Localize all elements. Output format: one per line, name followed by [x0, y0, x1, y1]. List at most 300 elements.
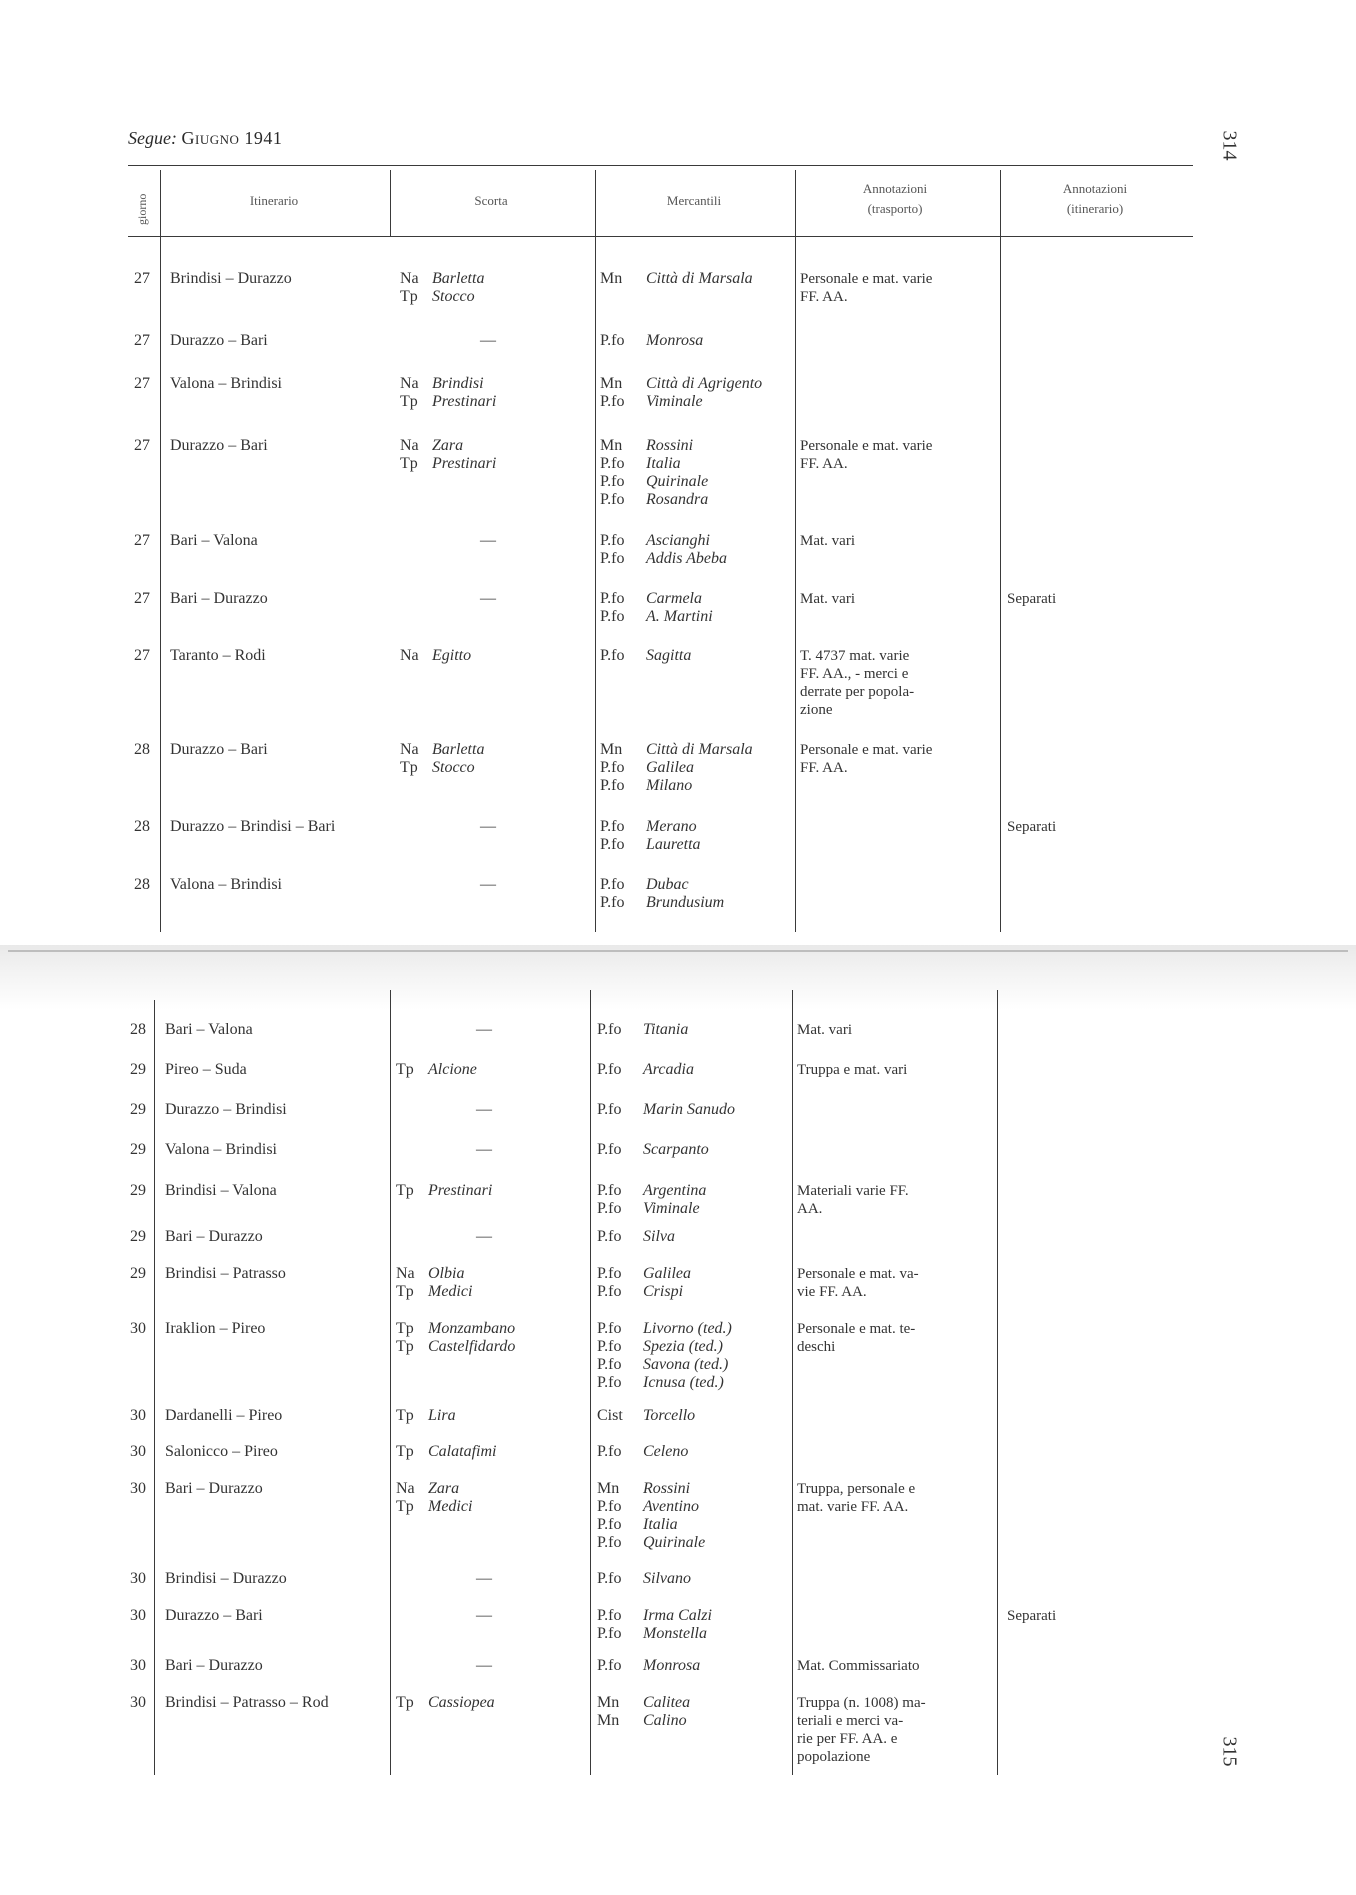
merchant-entry-type: P.fo [600, 777, 625, 794]
escort-entry-name: Zara [432, 437, 464, 454]
row-day: 30 [130, 1407, 146, 1424]
merchant-entry-name: Titania [643, 1021, 689, 1038]
merchant-entry-name: Quirinale [643, 1534, 706, 1551]
row-day: 30 [130, 1480, 146, 1497]
escort-entry [396, 1283, 472, 1301]
merchant-entry-name: Viminale [646, 393, 703, 410]
merchant-entry-name: Brundusium [646, 894, 725, 911]
row-route: Dardanelli – Pireo [165, 1407, 283, 1424]
escort-entry [396, 1338, 515, 1356]
merchant-entry-name: Silva [643, 1228, 675, 1245]
merchant-entry-type: P.fo [597, 1021, 622, 1038]
merchant-entry-name: Calino [643, 1712, 687, 1729]
escort-entry [400, 741, 484, 759]
escort-entry-type: Na [400, 741, 419, 758]
merchant-entry [597, 1712, 687, 1730]
transport-note-line: Mat. Commissariato [797, 1658, 920, 1674]
merchant-entry-type: Mn [597, 1712, 620, 1729]
row-day: 28 [134, 818, 150, 835]
escort-entry-type: Na [400, 647, 419, 664]
merchant-entry-name: Sagitta [646, 647, 692, 664]
merchant-entry-name: Savona (ted.) [643, 1356, 729, 1373]
merchant-entry-name: Italia [643, 1516, 678, 1533]
escort-entry-type: Tp [400, 288, 418, 305]
escort-entry-type: Na [400, 270, 419, 287]
row-route: Durazzo – Bari [170, 741, 268, 758]
header-notes-transport [795, 179, 995, 219]
merchant-entry [600, 491, 708, 509]
row-day: 27 [134, 437, 150, 454]
escort-entry-type: Tp [396, 1443, 414, 1460]
merchant-entry [597, 1200, 700, 1218]
escort-entry [400, 455, 496, 473]
page-number-bottom: 315 [1218, 1736, 1241, 1767]
merchant-entry-name: Monrosa [646, 332, 704, 349]
merchant-entry [600, 375, 762, 393]
merchant-entry-type: Mn [597, 1694, 620, 1711]
merchant-entry-type: P.fo [597, 1228, 622, 1245]
merchant-entry-type: P.fo [600, 590, 625, 607]
header-rule-top [128, 165, 1193, 166]
escort-entry-type: Tp [400, 455, 418, 472]
page-fold-edge [8, 950, 1348, 952]
merchant-entry-type: P.fo [600, 491, 625, 508]
escort-entry-name: Egitto [432, 647, 472, 664]
transport-note-line: vie FF. AA. [797, 1284, 867, 1300]
merchant-entry-type: Mn [600, 741, 623, 758]
escort-entry [396, 1407, 456, 1425]
escort-none: — [480, 590, 496, 607]
merchant-entry [600, 876, 689, 894]
row-day: 29 [130, 1265, 146, 1282]
transport-note-line: FF. AA. [800, 760, 848, 776]
transport-note-line: rie per FF. AA. e [797, 1731, 898, 1747]
row-route: Brindisi – Durazzo [165, 1570, 287, 1587]
transport-note-line: Personale e mat. varie [800, 742, 933, 758]
escort-entry [400, 759, 475, 777]
merchant-entry-type: P.fo [597, 1625, 622, 1642]
escort-entry [396, 1182, 492, 1200]
merchant-entry [600, 270, 753, 288]
merchant-entry-type: P.fo [600, 608, 625, 625]
escort-entry [396, 1443, 496, 1461]
escort-entry [400, 375, 484, 393]
transport-note-line: Mat. vari [797, 1022, 852, 1038]
col-sep-2-head [390, 170, 391, 236]
row-day: 30 [130, 1657, 146, 1674]
merchant-entry-type: P.fo [600, 836, 625, 853]
merchant-entry-name: Silvano [643, 1570, 691, 1587]
merchant-entry [597, 1061, 694, 1079]
row-route: Taranto – Rodi [170, 647, 266, 664]
merchant-entry [597, 1101, 735, 1119]
transport-note-line: Mat. vari [800, 533, 855, 549]
merchant-entry-type: P.fo [597, 1498, 622, 1515]
escort-none: — [476, 1228, 492, 1245]
row-day: 27 [134, 532, 150, 549]
escort-entry-name: Monzambano [428, 1320, 516, 1337]
merchant-entry-type: P.fo [597, 1061, 622, 1078]
row-route: Brindisi – Durazzo [170, 270, 292, 287]
merchant-entry [597, 1141, 709, 1159]
escort-entry-name: Castelfidardo [428, 1338, 516, 1355]
escort-entry-type: Tp [396, 1407, 414, 1424]
merchant-entry-name: Addis Abeba [646, 550, 728, 567]
merchant-entry [597, 1694, 690, 1712]
merchant-entry-type: P.fo [600, 332, 625, 349]
transport-note-line: Mat. vari [800, 591, 855, 607]
escort-entry-type: Tp [400, 393, 418, 410]
row-day: 27 [134, 375, 150, 392]
escort-entry-type: Tp [396, 1283, 414, 1300]
merchant-entry [600, 836, 701, 854]
row-route: Brindisi – Valona [165, 1182, 277, 1199]
row-route: Bari – Durazzo [165, 1228, 263, 1245]
transport-note-line: teriali e merci va- [797, 1713, 904, 1729]
merchant-entry-type: P.fo [597, 1182, 622, 1199]
merchant-entry-name: Rossini [646, 437, 694, 454]
row-route: Pireo – Suda [165, 1061, 247, 1078]
header-notes-itinerary [1000, 179, 1190, 219]
merchant-entry-type: P.fo [600, 532, 625, 549]
transport-note-line: T. 4737 mat. varie [800, 648, 910, 664]
merchant-entry [600, 473, 708, 491]
merchant-entry-name: Icnusa (ted.) [643, 1374, 724, 1391]
merchant-entry-type: P.fo [600, 759, 625, 776]
escort-entry-type: Na [396, 1265, 415, 1282]
row-day: 30 [130, 1570, 146, 1587]
row-route: Durazzo – Brindisi [165, 1101, 287, 1118]
merchant-entry-type: P.fo [597, 1570, 622, 1587]
escort-entry-type: Tp [396, 1694, 414, 1711]
merchant-entry [597, 1657, 700, 1675]
merchant-entry-name: Merano [646, 818, 697, 835]
merchant-entry-name: Rosandra [646, 491, 709, 508]
row-day: 28 [134, 876, 150, 893]
escort-entry-name: Barletta [432, 741, 485, 758]
col-sep-5 [1000, 170, 1001, 932]
col-sep-1 [160, 170, 161, 932]
merchant-entry-type: Mn [600, 375, 623, 392]
escort-entry-type: Tp [400, 759, 418, 776]
merchant-entry [600, 550, 727, 568]
row-day: 27 [134, 332, 150, 349]
merchant-entry-type: P.fo [597, 1607, 622, 1624]
escort-entry-type: Na [400, 375, 419, 392]
merchant-entry [600, 759, 694, 777]
row-day: 29 [130, 1101, 146, 1118]
row-route: Bari – Durazzo [170, 590, 268, 607]
col-sep-3 [595, 170, 596, 932]
merchant-entry-name: Marin Sanudo [643, 1101, 735, 1118]
merchant-entry-name: Città di Agrigento [646, 375, 763, 392]
merchant-entry [597, 1265, 691, 1283]
merchant-entry-name: Argentina [643, 1182, 707, 1199]
transport-note-line: mat. varie FF. AA. [797, 1499, 909, 1515]
merchant-entry-type: P.fo [600, 818, 625, 835]
merchant-entry-name: Monrosa [643, 1657, 701, 1674]
merchant-entry-type: P.fo [597, 1200, 622, 1217]
merchant-entry-name: Calitea [643, 1694, 691, 1711]
running-head-month: Giugno 1941 [181, 128, 283, 148]
row-route: Salonicco – Pireo [165, 1443, 278, 1460]
merchant-entry [597, 1283, 683, 1301]
escort-none: — [476, 1141, 492, 1158]
row-route: Valona – Brindisi [170, 876, 282, 893]
escort-entry [396, 1498, 472, 1516]
row-route: Bari – Valona [170, 532, 258, 549]
escort-entry-name: Prestinari [432, 393, 497, 410]
header-notes-itinerary-line1: Annotazioni [1062, 181, 1128, 196]
header-day: giorno [135, 193, 149, 225]
running-head-prefix: Segue: [128, 128, 177, 148]
merchant-entry-name: Lauretta [646, 836, 701, 853]
row-route: Bari – Durazzo [165, 1480, 263, 1497]
escort-entry [396, 1480, 459, 1498]
escort-entry [400, 647, 471, 665]
itinerary-note: Separati [1007, 591, 1057, 607]
merchant-entry [600, 818, 697, 836]
merchant-entry-type: P.fo [600, 876, 625, 893]
row-route: Durazzo – Bari [165, 1607, 263, 1624]
merchant-entry-name: A. Martini [646, 608, 713, 625]
escort-none: — [480, 532, 496, 549]
escort-entry-type: Na [400, 437, 419, 454]
escort-entry-name: Prestinari [428, 1182, 493, 1199]
itinerary-note: Separati [1007, 1608, 1057, 1624]
row-day: 30 [130, 1694, 146, 1711]
escort-entry-type: Na [396, 1480, 415, 1497]
transport-note-line: AA. [797, 1201, 823, 1217]
merchant-entry-name: Galilea [643, 1265, 691, 1282]
escort-none: — [476, 1570, 492, 1587]
row-day: 28 [134, 741, 150, 758]
transport-note-line: Truppa (n. 1008) ma- [797, 1695, 926, 1711]
col-sep-2b [390, 990, 391, 1775]
merchant-entry-type: P.fo [597, 1657, 622, 1674]
merchant-entry-name: Italia [646, 455, 681, 472]
merchant-entry-type: P.fo [597, 1356, 622, 1373]
escort-entry [396, 1320, 515, 1338]
escort-entry-name: Barletta [432, 270, 485, 287]
escort-entry-name: Olbia [428, 1265, 465, 1282]
merchant-entry [600, 455, 681, 473]
merchant-entry-type: P.fo [600, 550, 625, 567]
merchant-entry [597, 1443, 688, 1461]
row-day: 29 [130, 1182, 146, 1199]
transport-note-line: zione [800, 702, 833, 718]
row-day: 29 [130, 1061, 146, 1078]
row-route: Durazzo – Bari [170, 437, 268, 454]
merchant-entry-type: Mn [600, 437, 623, 454]
row-route: Valona – Brindisi [165, 1141, 277, 1158]
merchant-entry [600, 608, 713, 626]
transport-note-line: Personale e mat. te- [797, 1321, 916, 1337]
transport-note-line: derrate per popola- [800, 684, 915, 700]
transport-note-line: deschi [797, 1339, 836, 1355]
header-itinerary: Itinerario [249, 193, 299, 208]
merchant-entry-type: P.fo [597, 1141, 622, 1158]
escort-none: — [480, 818, 496, 835]
row-day: 30 [130, 1320, 146, 1337]
merchant-entry-type: P.fo [597, 1374, 622, 1391]
escort-entry-type: Tp [396, 1338, 414, 1355]
row-route: Brindisi – Patrasso [165, 1265, 286, 1282]
escort-entry-type: Tp [396, 1182, 414, 1199]
merchant-entry-type: P.fo [597, 1534, 622, 1551]
row-day: 27 [134, 647, 150, 664]
escort-entry-name: Zara [428, 1480, 460, 1497]
row-day: 27 [134, 590, 150, 607]
header-notes-transport-line2: (trasporto) [867, 201, 923, 216]
merchant-entry [597, 1320, 732, 1338]
merchant-entry-name: Rossini [643, 1480, 691, 1497]
escort-entry-name: Brindisi [432, 375, 484, 392]
escort-none: — [480, 332, 496, 349]
escort-entry-name: Calatafimi [428, 1443, 497, 1460]
header-notes-itinerary-line2: (itinerario) [1066, 201, 1124, 216]
merchant-entry [600, 741, 753, 759]
escort-entry-name: Cassiopea [428, 1694, 495, 1711]
escort-entry [400, 393, 496, 411]
merchant-entry-type: P.fo [600, 393, 625, 410]
escort-entry-name: Alcione [428, 1061, 477, 1078]
row-route: Iraklion – Pireo [165, 1320, 266, 1337]
merchant-entry [597, 1374, 724, 1392]
row-route: Durazzo – Brindisi – Bari [170, 818, 336, 835]
merchant-entry [600, 532, 710, 550]
merchant-entry [597, 1570, 691, 1588]
transport-note-line: Personale e mat. varie [800, 271, 933, 287]
escort-entry-type: Tp [396, 1061, 414, 1078]
merchant-entry-name: Irma Calzi [643, 1607, 712, 1624]
merchant-entry-type: Cist [597, 1407, 623, 1424]
merchant-entry-name: Scarpanto [643, 1141, 709, 1158]
merchant-entry-type: P.fo [597, 1265, 622, 1282]
escort-entry-name: Prestinari [432, 455, 497, 472]
header-rule-bottom [128, 236, 1193, 237]
escort-entry [400, 437, 463, 455]
merchant-entry-name: Ascianghi [646, 532, 710, 549]
merchant-entry [597, 1480, 690, 1498]
row-day: 28 [130, 1021, 146, 1038]
merchant-entry-type: P.fo [597, 1443, 622, 1460]
escort-entry-name: Lira [428, 1407, 456, 1424]
merchant-entry [600, 393, 703, 411]
merchant-entry [597, 1338, 723, 1356]
itinerary-note: Separati [1007, 819, 1057, 835]
transport-note-line: Personale e mat. va- [797, 1266, 919, 1282]
col-sep-4 [795, 170, 796, 932]
merchant-entry-name: Città di Marsala [646, 741, 753, 758]
transport-note-line: Truppa e mat. vari [797, 1062, 908, 1078]
transport-note-line: Truppa, personale e [797, 1481, 916, 1497]
merchant-entry-name: Arcadia [643, 1061, 694, 1078]
merchant-entry-type: P.fo [600, 455, 625, 472]
row-route: Durazzo – Bari [170, 332, 268, 349]
col-sep-3b [590, 990, 591, 1775]
running-head [128, 128, 282, 149]
merchant-entry-name: Città di Marsala [646, 270, 753, 287]
merchant-entry [597, 1607, 712, 1625]
merchant-entry-type: P.fo [600, 647, 625, 664]
merchant-entry-type: Mn [597, 1480, 620, 1497]
merchant-entry [597, 1516, 678, 1534]
header-notes-transport-line1: Annotazioni [862, 181, 928, 196]
header-escort: Scorta [474, 193, 508, 208]
merchant-entry-type: P.fo [600, 894, 625, 911]
merchant-entry-name: Quirinale [646, 473, 709, 490]
merchant-entry-name: Spezia (ted.) [643, 1338, 723, 1355]
escort-none: — [476, 1021, 492, 1038]
merchant-entry [600, 894, 724, 912]
merchant-entry [597, 1228, 675, 1246]
escort-entry [396, 1694, 495, 1712]
merchant-entry [597, 1625, 707, 1643]
merchant-entry-type: P.fo [597, 1338, 622, 1355]
transport-note-line: FF. AA. [800, 456, 848, 472]
transport-note-line: Personale e mat. varie [800, 438, 933, 454]
col-sep-4b [792, 990, 793, 1775]
merchant-entry-name: Crispi [643, 1283, 684, 1300]
merchant-entry [597, 1498, 699, 1516]
merchant-entry [597, 1534, 705, 1552]
merchant-entry [600, 777, 692, 795]
escort-entry [400, 288, 475, 306]
transport-note-line: popolazione [797, 1749, 871, 1765]
row-day: 29 [130, 1228, 146, 1245]
merchant-entry [597, 1021, 688, 1039]
merchant-entry-name: Torcello [643, 1407, 696, 1424]
merchant-entry [597, 1356, 728, 1374]
escort-none: — [476, 1607, 492, 1624]
page-fold [0, 945, 1356, 1010]
transport-note-line: FF. AA. [800, 289, 848, 305]
header-merchant: Mercantili [666, 193, 722, 208]
row-day: 30 [130, 1607, 146, 1624]
merchant-entry-type: Mn [600, 270, 623, 287]
col-sep-1b [154, 1000, 155, 1775]
merchant-entry [597, 1407, 695, 1425]
merchant-entry [600, 437, 693, 455]
row-route: Bari – Valona [165, 1021, 253, 1038]
escort-none: — [480, 876, 496, 893]
merchant-entry-name: Monstella [643, 1625, 707, 1642]
escort-none: — [476, 1657, 492, 1674]
merchant-entry-type: P.fo [597, 1283, 622, 1300]
merchant-entry-name: Viminale [643, 1200, 700, 1217]
merchant-entry [600, 590, 702, 608]
escort-entry-name: Stocco [432, 288, 475, 305]
escort-entry [396, 1061, 477, 1079]
merchant-entry [597, 1182, 706, 1200]
merchant-entry-name: Milano [646, 777, 693, 794]
merchant-entry-name: Dubac [646, 876, 689, 893]
escort-entry-type: Tp [396, 1320, 414, 1337]
row-route: Valona – Brindisi [170, 375, 282, 392]
merchant-entry-name: Galilea [646, 759, 694, 776]
merchant-entry-type: P.fo [597, 1320, 622, 1337]
row-route: Bari – Durazzo [165, 1657, 263, 1674]
escort-entry-name: Medici [428, 1283, 473, 1300]
merchant-entry-type: P.fo [597, 1101, 622, 1118]
escort-entry-name: Medici [428, 1498, 473, 1515]
merchant-entry-name: Aventino [643, 1498, 699, 1515]
page-number-top: 314 [1218, 130, 1241, 161]
merchant-entry [600, 647, 691, 665]
merchant-entry [600, 332, 703, 350]
col-sep-5b [997, 990, 998, 1775]
